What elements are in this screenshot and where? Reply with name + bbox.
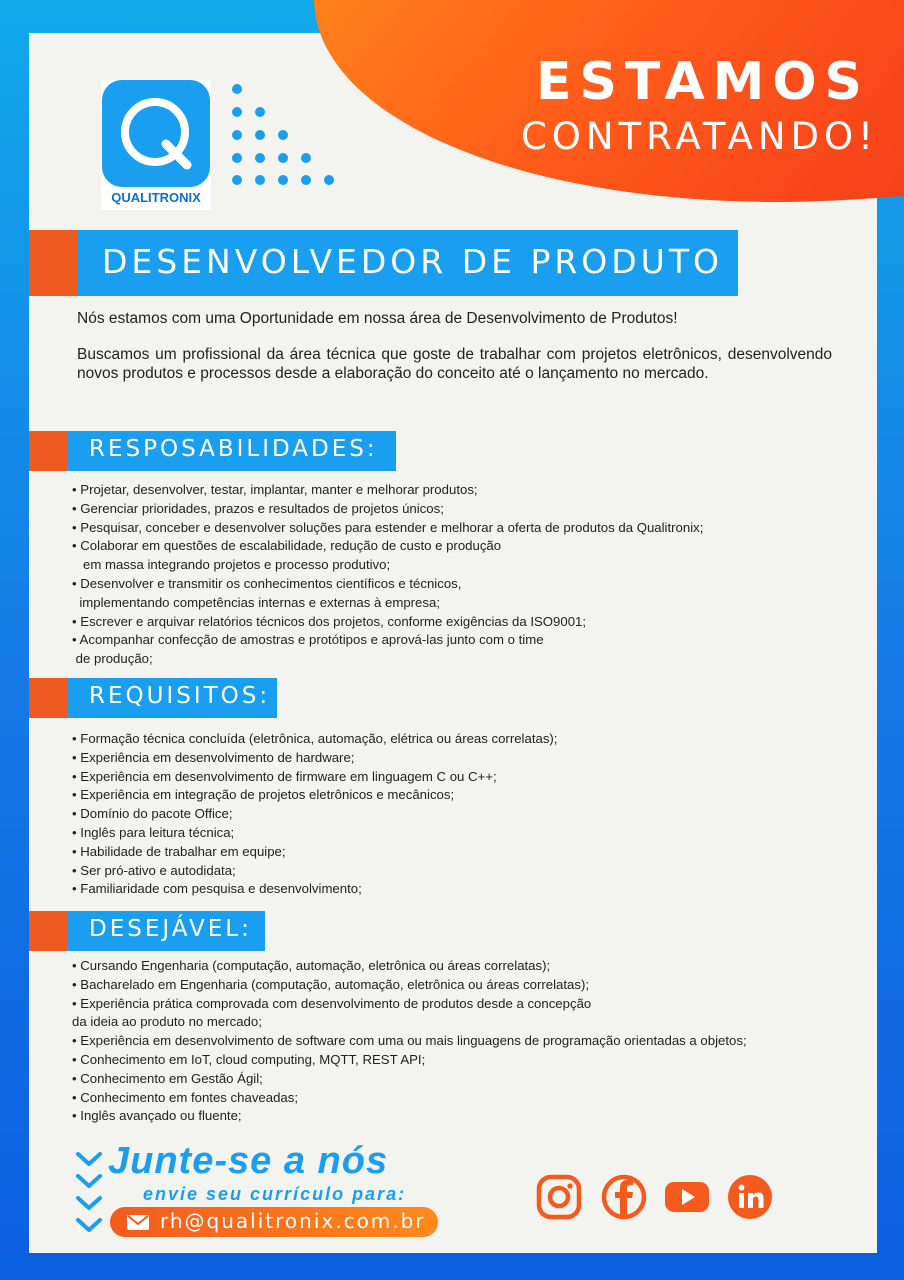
requirements-list [72,730,557,899]
section-accent [29,678,67,718]
section-accent [29,911,67,951]
youtube-icon[interactable] [664,1174,710,1220]
list-item: • Conhecimento em IoT, cloud computing, MQTT, REST API; [72,1051,426,1067]
logo-text: QUALITRONIX [111,190,201,205]
job-title: DESENVOLVEDOR DE PRODUTO [102,242,723,281]
responsibilities-list [72,481,703,669]
desirable-list [72,957,747,1126]
instagram-icon[interactable] [536,1174,582,1220]
intro-paragraph-1: Nós estamos com uma Oportunidade em nossa área de Desenvolvimento de Produtos! [77,310,678,327]
intro-paragraph-2: Buscamos um profissional da área técnica que goste de trabalhar com projetos eletrônicos, desenvolvendo novos produtos e processos desde a elaboração do conceito até o lançamento no mercado. [77,346,832,382]
list-item: • Projetar, desenvolver, testar, implantar, manter e melhorar produtos; [72,482,478,497]
mail-icon [126,1214,150,1231]
list-item: • Inglês para leitura técnica; [72,824,235,840]
list-item: • Experiência em desenvolvimento de software com uma ou mais linguagens de programação orientadas a objetos; [72,1033,747,1049]
list-item: • Experiência em desenvolvimento de firmware em linguagem C ou C++; [72,768,497,784]
list-item: • Escrever e arquivar relatórios técnicos dos projetos, conforme exigências da ISO9001; [72,613,587,629]
desirable-heading: DESEJÁVEL: [89,916,252,942]
list-item: • Familiaridade com pesquisa e desenvolvimento; [72,881,362,897]
linkedin-icon[interactable] [727,1174,773,1220]
list-item: • Desenvolver e transmitir os conhecimentos científicos e técnicos, implementando competências internas e externas à empresa; [72,575,462,610]
list-item: • Ser pró-ativo e autodidata; [72,862,236,878]
chevron-down-icon [74,1150,104,1232]
hiring-headline: ESTAMOS [535,52,870,112]
list-item: • Formação técnica concluída (eletrônica, automação, elétrica ou áreas correlatas); [72,731,558,746]
list-item: • Conhecimento em Gestão Ágil; [72,1070,263,1086]
facebook-icon[interactable] [601,1174,647,1220]
cta-title: Junte-se a nós [108,1140,389,1182]
logo-q-icon [102,80,210,187]
responsibilities-heading: RESPOSABILIDADES: [89,436,378,462]
list-item: • Domínio do pacote Office; [72,806,233,822]
section-accent [29,431,67,471]
requirements-heading: REQUISITOS: [89,683,271,709]
list-item: • Acompanhar confecção de amostras e protótipos e aprová-las junto com o time de produção; [72,632,544,667]
list-item: • Inglês avançado ou fluente; [72,1108,242,1124]
title-accent [29,230,77,296]
hiring-subheadline: CONTRATANDO! [520,115,878,158]
cta-subtitle: envie seu currículo para: [143,1184,407,1204]
list-item: • Habilidade de trabalhar em equipe; [72,843,286,859]
list-item: • Pesquisar, conceber e desenvolver soluções para estender e melhorar a oferta de produtos da Qualitronix; [72,519,704,535]
list-item: • Experiência em desenvolvimento de hardware; [72,749,355,765]
company-logo [101,80,211,210]
list-item: • Conhecimento em fontes chaveadas; [72,1089,299,1105]
list-item: • Experiência em integração de projetos eletrônicos e mecânicos; [72,787,455,803]
list-item: • Bacharelado em Engenharia (computação, automação, eletrônica ou áreas correlatas); [72,976,590,992]
list-item: • Gerenciar prioridades, prazos e resultados de projetos únicos; [72,500,444,516]
list-item: • Colaborar em questões de escalabilidade, redução de custo e produção em massa integrando projetos e processo produtivo; [72,538,502,573]
list-item: • Experiência prática comprovada com desenvolvimento de produtos desde a concepção da ideia ao produto no mercado; [72,995,592,1030]
contact-email[interactable]: rh@qualitronix.com.br [160,1209,426,1233]
list-item: • Cursando Engenharia (computação, automação, eletrônica ou áreas correlatas); [72,958,551,973]
